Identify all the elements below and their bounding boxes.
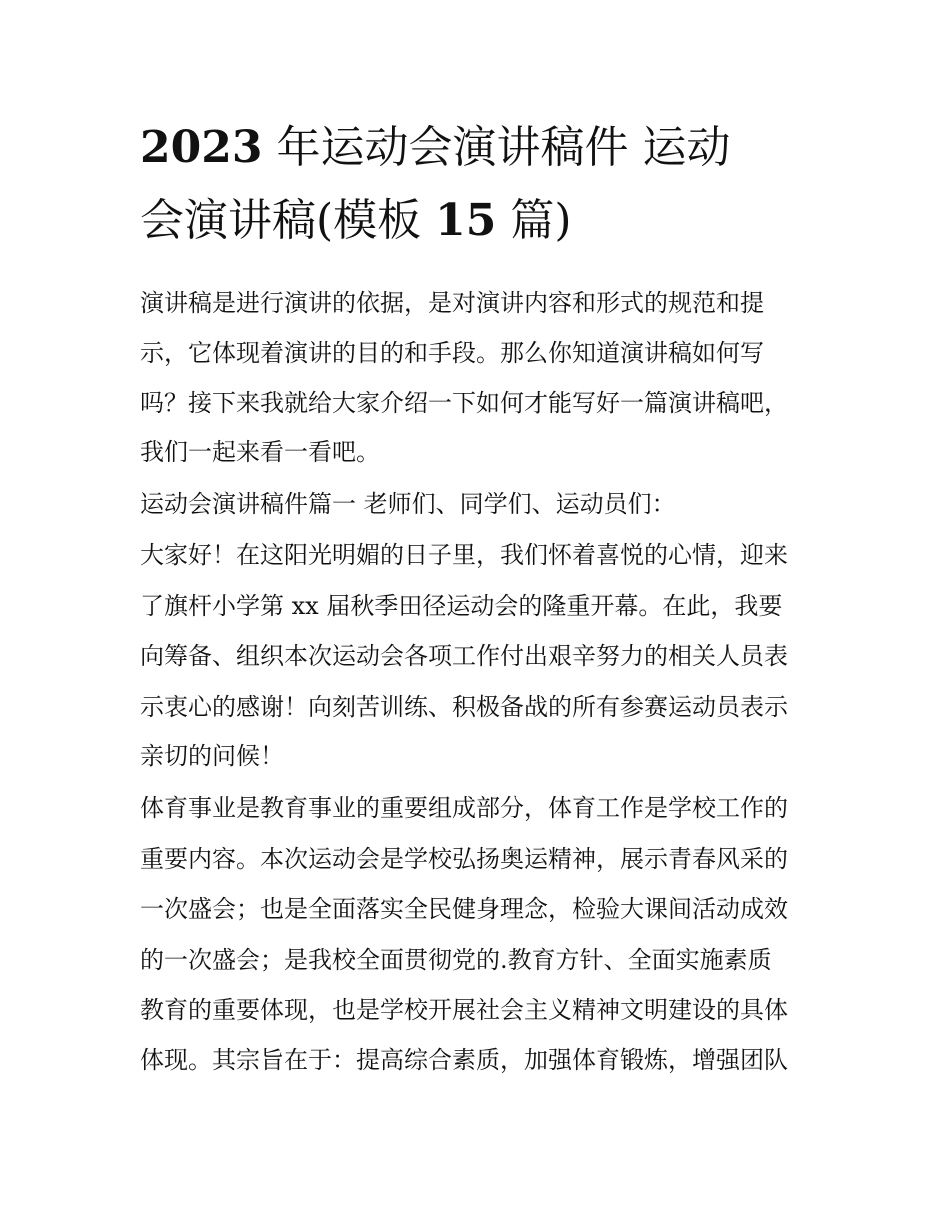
body-line: 大家好！在这阳光明媚的日子里，我们怀着喜悦的心情，迎来 bbox=[140, 541, 788, 569]
body-line: 教育的重要体现，也是学校开展社会主义精神文明建设的具体 bbox=[140, 996, 788, 1024]
body-line: 体育事业是教育事业的重要组成部分，体育工作是学校工作的 bbox=[140, 794, 788, 822]
body-line: 示，它体现着演讲的目的和手段。那么你知道演讲稿如何写 bbox=[140, 339, 764, 367]
body-line: 吗？接下来我就给大家介绍一下如何才能写好一篇演讲稿吧， bbox=[140, 389, 788, 417]
title-text-2b: 篇) bbox=[496, 195, 572, 246]
title-year: 2023 bbox=[140, 122, 263, 173]
body-line: 示衷心的感谢！向刻苦训练、积极备战的所有参赛运动员表示 bbox=[140, 693, 788, 721]
title-text-1: 年运动会演讲稿件 运动 bbox=[262, 122, 731, 173]
body-line: 了旗杆小学第 xx 届秋季田径运动会的隆重开幕。在此，我要 bbox=[140, 592, 783, 620]
body-line: 一次盛会；也是全面落实全民健身理念，检验大课间活动成效 bbox=[140, 895, 788, 923]
body-line: 我们一起来看一看吧。 bbox=[140, 438, 380, 466]
body-line: 向筹备、组织本次运动会各项工作付出艰辛努力的相关人员表 bbox=[140, 642, 788, 670]
title-text-2a: 会演讲稿(模板 bbox=[140, 195, 436, 246]
body-line: 重要内容。本次运动会是学校弘扬奥运精神，展示青春风采的 bbox=[140, 845, 788, 873]
body-line: 运动会演讲稿件篇一 老师们、同学们、运动员们： bbox=[140, 490, 676, 518]
body-line: 亲切的问候！ bbox=[140, 742, 284, 770]
title-count: 15 bbox=[435, 195, 497, 246]
document-title-line-1 bbox=[140, 122, 820, 173]
body-line: 的一次盛会；是我校全面贯彻党的.教育方针、全面实施素质 bbox=[140, 946, 772, 974]
body-line: 演讲稿是进行演讲的依据，是对演讲内容和形式的规范和提 bbox=[140, 289, 764, 317]
document-title-line-2 bbox=[140, 195, 820, 246]
body-line: 体现。其宗旨在于：提高综合素质，加强体育锻炼，增强团队 bbox=[140, 1046, 788, 1074]
